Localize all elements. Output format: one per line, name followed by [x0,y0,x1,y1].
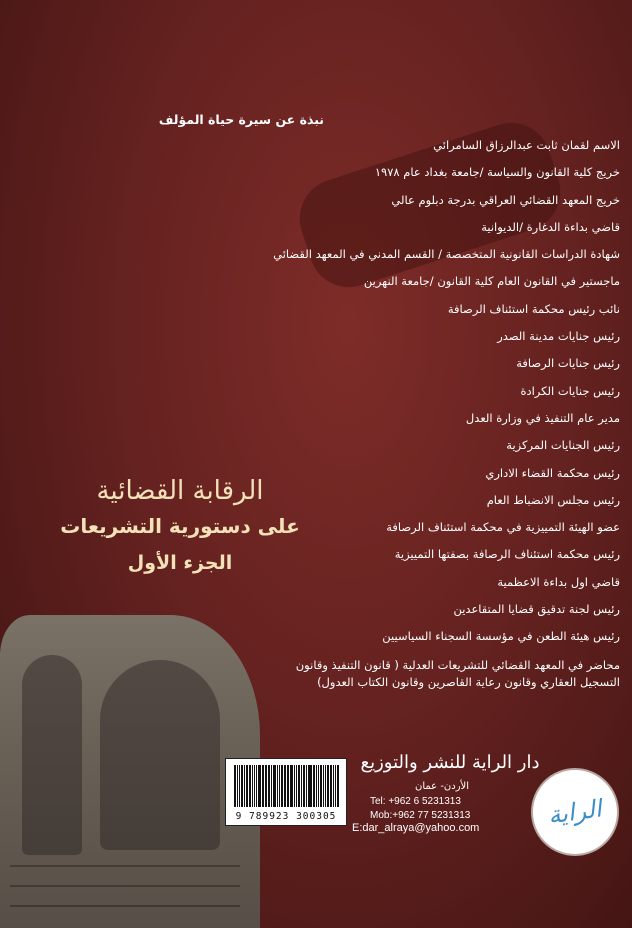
author-bio-list [273,138,620,691]
barcode-bar [335,765,336,807]
book-part: الجزء الأول [127,552,233,574]
barcode-bar [320,765,322,807]
bio-entry: رئيس جنايات مدينة الصدر [497,329,620,344]
barcode-bar [279,765,280,807]
inscription-line [10,905,240,907]
barcode-bar [290,765,293,807]
bio-entry: قاضي اول بداءة الاعظمية [497,574,620,589]
bio-entry: رئيس هيئة الطعن في مؤسسة السجناء السياسيين [382,629,620,644]
barcode-bar [337,765,339,807]
bio-entry: مدير عام التنفيذ في وزارة العدل [465,410,620,425]
barcode [225,758,347,826]
bio-entry: رئيس محكمة استئناف الرصافة بصفتها التمييزية [394,547,620,562]
barcode-bar [298,765,300,807]
publisher-logo-text: الراية [546,794,604,830]
barcode-bar [313,765,315,807]
barcode-bar [262,765,264,807]
barcode-bar [325,765,326,807]
bio-entry: قاضي بداءة الدغارة /الديوانية [481,219,620,234]
barcode-bar [294,765,295,807]
publisher-name: دار الراية للنشر والتوزيع [360,752,540,773]
standing-figure-relief [22,655,82,855]
bio-entry: محاضر في المعهد القضائي للتشريعات العدلية ( قانون التنفيذ وقانون التسجيل العقاري وقانون رعاية القاصرين وقانون الكتاب العدول) [295,657,620,689]
barcode-bar [271,765,272,807]
bio-entry: خريج كلية القانون والسياسة /جامعة بغداد عام ١٩٧٨ [374,165,620,180]
barcode-bar [266,765,267,807]
bio-entry: عضو الهيئة التمييزية في محكمة استئناف الرصافة [386,520,620,535]
barcode-bar [288,765,289,807]
publisher-email: E:dar_alraya@yahoo.com [352,822,480,834]
barcode-bar [301,765,302,807]
barcode-bar [237,765,238,807]
barcode-bar [265,765,266,807]
barcode-bar [239,765,240,807]
barcode-bar [303,765,305,807]
barcode-bar [234,765,236,807]
barcode-bar [330,765,333,807]
seated-figure-relief [100,660,220,850]
publisher-tel: Tel: +962 6 5231313 [370,796,461,807]
bio-entry: رئيس محكمة القضاء الاداري [485,465,620,480]
hammurabi-stele-image [0,615,260,928]
barcode-bar [281,765,283,807]
bio-entry: خريج المعهد القضائي العراقي بدرجة دبلوم عالي [391,192,620,207]
barcode-bar [323,765,324,807]
barcode-bar [273,765,276,807]
barcode-bar [318,765,319,807]
book-subtitle: على دستورية التشريعات [60,514,300,538]
bio-entry: الاسم لقمان ثابت عبدالرزاق السامرائي [433,138,620,152]
barcode-bar [244,765,245,807]
barcode-bars [234,765,340,807]
barcode-bar [277,765,278,807]
book-title: الرقابة القضائية [96,476,264,506]
barcode-bar [316,765,317,807]
barcode-bar [306,765,307,807]
inscription-line [10,885,240,887]
publisher-mobile: Mob:+962 77 5231313 [370,810,471,821]
barcode-bar [256,765,257,807]
barcode-bar [268,765,270,807]
bio-entry: شهادة الدراسات القانونية المتخصصة / القسم المدني في المعهد القضائي [273,247,620,262]
isbn-number: 9 789923 300305 [235,811,337,822]
bio-entry: رئيس جنايات الكرادة [520,383,620,398]
bio-entry: رئيس الجنايات المركزية [506,438,620,453]
author-bio-heading: نبذة عن سيرة حياة المؤلف [158,112,324,127]
publisher-location: الأردن- عمان [415,781,470,792]
barcode-bar [284,765,286,807]
bio-entry: نائب رئيس محكمة استئناف الرصافة [447,301,620,316]
barcode-bar [254,765,255,807]
publisher-logo [531,768,619,856]
barcode-bar [296,765,297,807]
inscription-line [10,865,240,867]
barcode-bar [333,765,334,807]
barcode-bar [249,765,251,807]
bio-entry: رئيس مجلس الانضباط العام [486,492,620,507]
barcode-bar [246,765,248,807]
barcode-bar [287,765,288,807]
barcode-bar [252,765,253,807]
barcode-bar [241,765,244,807]
bio-entry: ماجستير في القانون العام كلية القانون /جامعة النهرين [363,274,620,289]
barcode-bar [258,765,261,807]
bio-entry: رئيس لجنة تدقيق قضايا المتقاعدين [453,602,620,617]
bio-entry: رئيس جنايات الرصافة [516,356,620,371]
barcode-bar [327,765,329,807]
barcode-bar [308,765,309,807]
barcode-bar [309,765,312,807]
